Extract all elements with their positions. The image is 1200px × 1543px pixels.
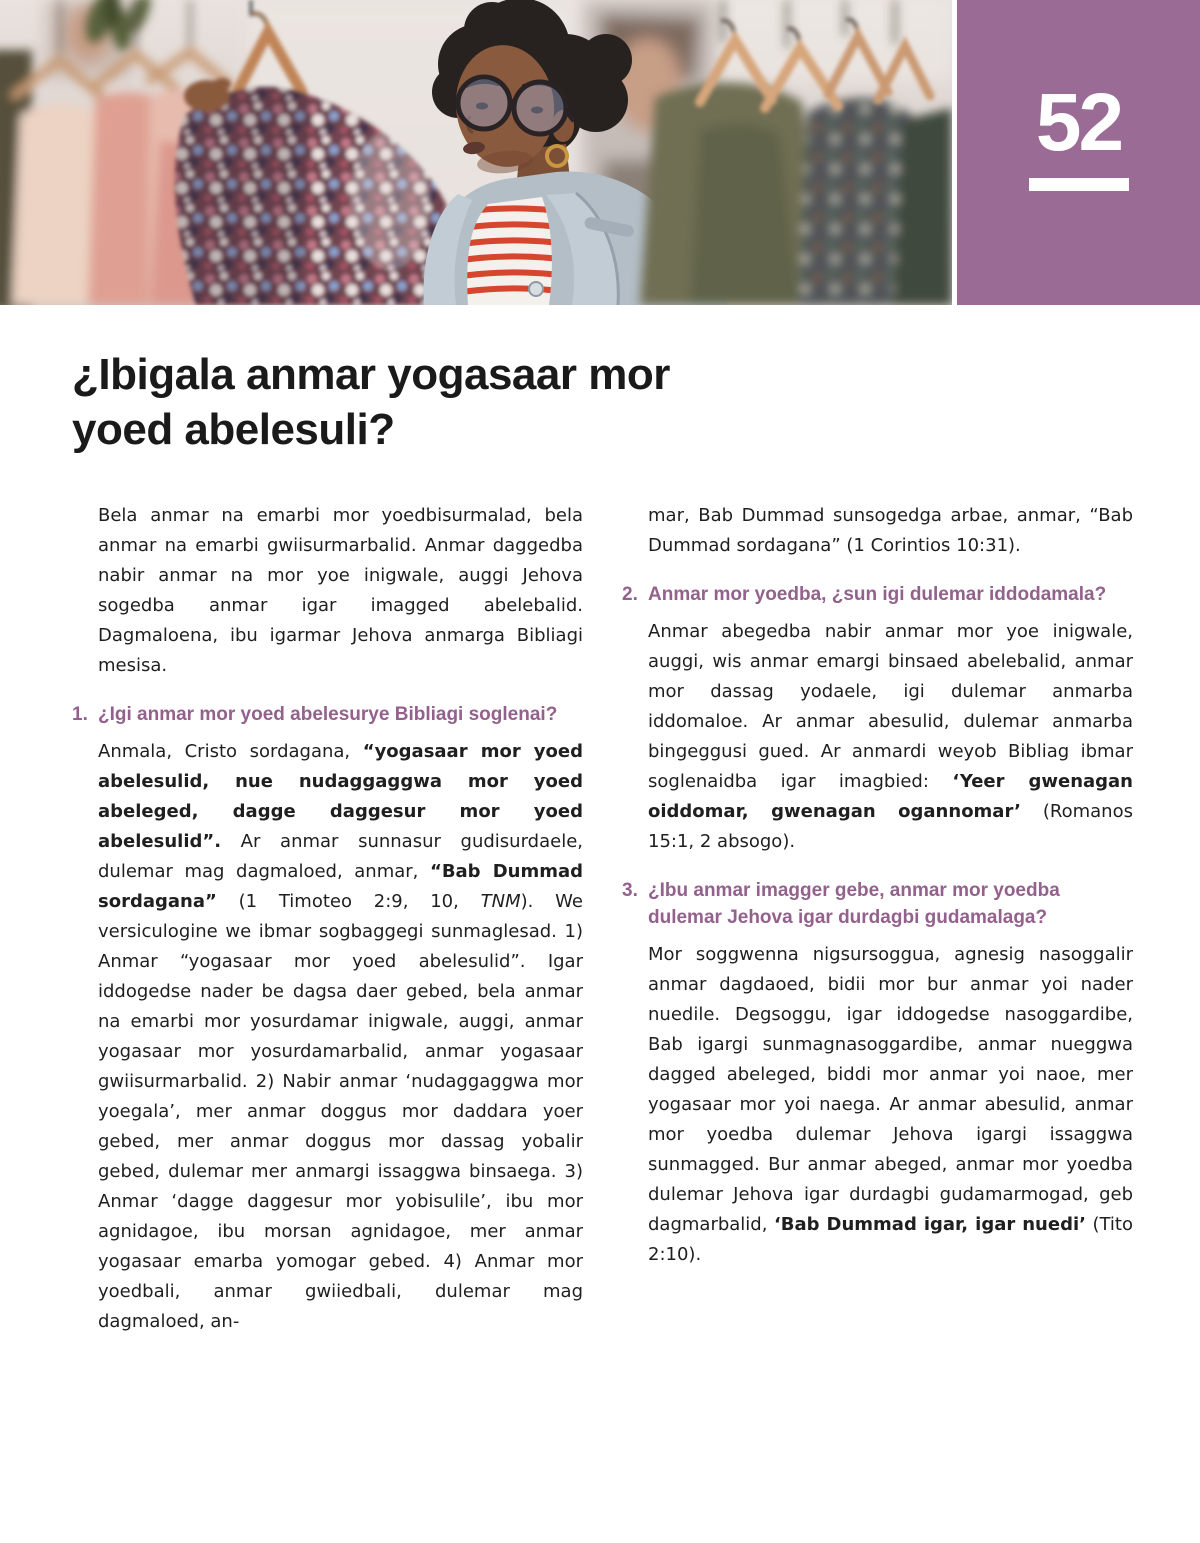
clothes-shopping-illustration: [0, 0, 952, 305]
question-3-text: ¿Ibu anmar imagger gebe, anmar mor yoedba dulemar Jehova igar durdagbi gudamalaga?: [648, 880, 1060, 928]
left-column: [72, 501, 583, 1337]
clothes-shopping-photo: [0, 0, 952, 305]
lesson-number-underline: [1029, 178, 1129, 191]
jacket-button: [529, 282, 543, 296]
answer-1-paragraph: Anmala, Cristo sordagana, “yogasaar mor yoed abelesulid, nue nudaggaggwa mor yoed abeleged, dagge daggesur mor yoed abelesulid”. Ar anmar sunnasur gudisurdaele, dulemar mag dagmaloed, anmar, “Bab Dummad sordagana” (1 Timoteo 2:9, 10, TNM). We versiculogine we ibmar sogbaggegi sunmaglesad. 1) Anmar “yogasaar mor yoed abelesulid”. Igar iddogedse nader be dagsa daer gebed, bela anmar na emarbi mor yosurdamar inigwale, auggi, anmar yogasaar mor yosurdamarbalid, anmar yogasaar gwiisurmarbalid. 2) Nabir anmar ‘nudaggaggwa mor yoegala’, mer anmar doggus mor daddara yoer gebed, mer anmar doggus mor dassag yobalir gebed, dulemar mer anmargi issaggwa binsaega. 3) Anmar ‘dagge daggesur mor yobisulile’, ibu mor agnidagoe, ibu morsan agnidagoe, mer anmar yogasaar emarba yomogar gebed. 4) Anmar mor yoedbali, anmar gwiiedbali, dulemar mag dagmaloed, an-: [98, 741, 584, 1332]
banner: [0, 0, 1200, 305]
right-column: [622, 501, 1133, 1270]
two-column-layout: [72, 501, 1133, 1337]
question-1-text: ¿Igi anmar mor yoed abelesurye Bibliagi soglenai?: [98, 704, 558, 725]
article-title: ¿Ibigala anmar yogasaar mor yoed abelesuli?: [72, 350, 670, 454]
question-1-heading: [72, 701, 583, 728]
intro-paragraph: Bela anmar na emarbi mor yoedbisurmalad, bela anmar na emarbi gwiisurmarbalid. Anmar daggedba nabir anmar na mor yoe inigwale, auggi Jehova sogedba anmar igar imagged abelebalid. Dagmaloena, ibu igarmar Jehova anmarga Bibliagi mesisa.: [98, 505, 583, 676]
answer-2-paragraph: Anmar abegedba nabir anmar mor yoe inigwale, auggi, wis anmar emargi binsaed abelebalid, anmar mor dassag yodaele, igi dulemar anmarba iddomaloe. Ar anmar abesulid, dulemar anmarba bingeggusi gued. Ar anmardi weyob Bibliag ibmar soglenaidba igar imagbied: ‘Yeer gwenagan oiddomar, gwenagan ogannomar’ (Romanos 15:1, 2 absogo).: [648, 621, 1133, 852]
question-3-number: 3.: [622, 880, 638, 901]
question-2-text: Anmar mor yoedba, ¿sun igi dulemar iddodamala?: [648, 584, 1107, 605]
article: [0, 305, 1200, 1337]
question-section-3: [622, 877, 1133, 1270]
question-2-heading: [622, 581, 1133, 608]
answer-3-paragraph: Mor soggwenna nigsursoggua, agnesig nasoggalir anmar dagdaoed, bidii mor bur anmar yoi nader nuedile. Degsoggu, igar iddogedse nasoggardibe, Bab igargi sunmagnasoggardibe, anmar nueggwa dagged abeleged, biddi mor anmar yoi naoe, mer yogasaar mor yoi naega. Ar anmar abesulid, anmar mor yoedba dulemar Jehova igargi issaggwa sunmagged. Bur anmar abeged, anmar mor yoedba dulemar Jehova igar durdagbi gudamarmogad, geb dagmarbalid, ‘Bab Dummad igar, igar nuedi’ (Tito 2:10).: [648, 944, 1133, 1265]
lesson-number-badge: [957, 0, 1200, 305]
question-section-2: [622, 581, 1133, 857]
answer-1-continued-paragraph: mar, Bab Dummad sunsogedga arbae, anmar, “Bab Dummad sordagana” (1 Corintios 10:31).: [648, 505, 1133, 556]
lesson-number: 52: [1035, 77, 1122, 168]
question-2-number: 2.: [622, 584, 638, 605]
question-3-heading: [622, 877, 1133, 931]
question-1-number: 1.: [72, 704, 88, 725]
question-section-1: [72, 701, 584, 1337]
